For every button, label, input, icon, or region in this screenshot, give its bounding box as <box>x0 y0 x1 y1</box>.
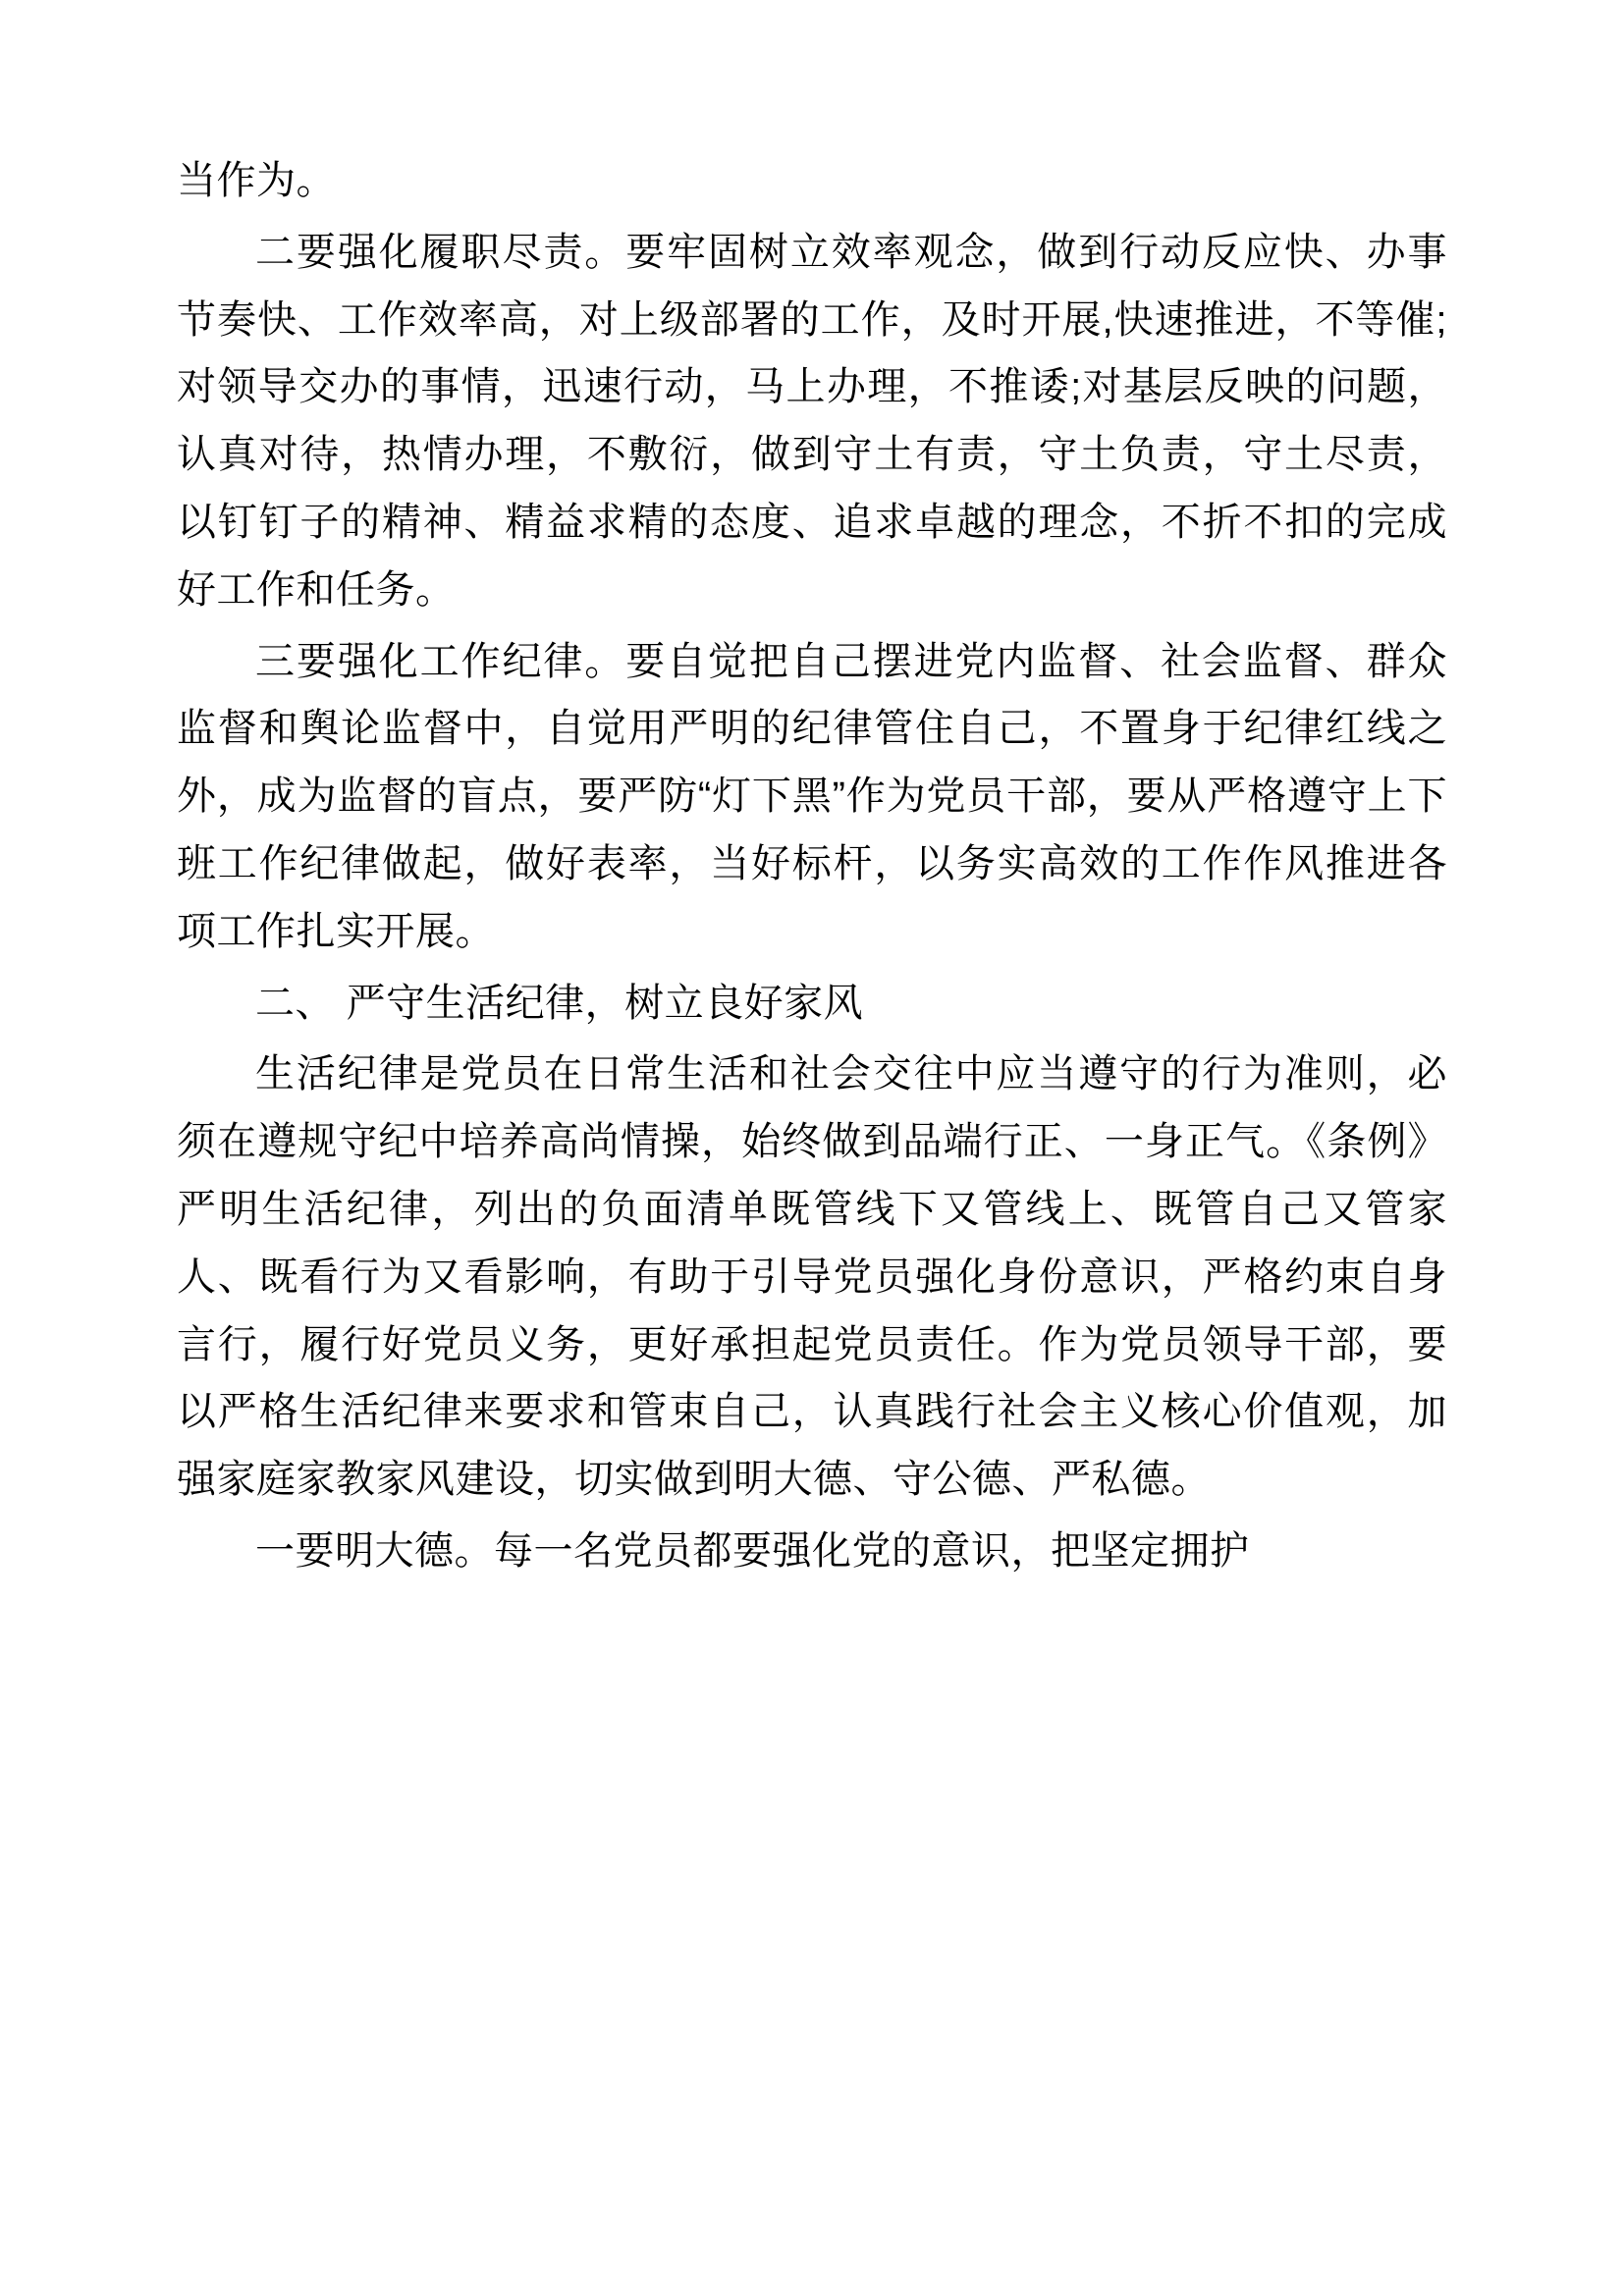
heading-section-two: 二、 严守生活纪律，树立良好家风 <box>255 981 864 1025</box>
document-text-body <box>177 147 1447 1585</box>
paragraph-strengthen-work-discipline: 三要强化工作纪律。要自觉把自己摆进党内监督、社会监督、群众监督和舆论监督中，自觉用严明的纪律管住自己，不置身于纪律红线之外，成为监督的盲点，要严防“灯下黑”作为党员干部，要从严格遵守上下班工作纪律做起，做好表率，当好标杆，以务实高效的工作作风推进各项工作扎实开展。 <box>177 639 1447 953</box>
paragraph-clarify-great-morality: 一要明大德。每一名党员都要强化党的意识，把坚定拥护 <box>255 1528 1250 1573</box>
paragraph-strengthen-duty: 二要强化履职尽责。要牢固树立效率观念，做到行动反应快、办事节奏快、工作效率高，对上级部署的工作，及时开展,快速推进，不等催;对领导交办的事情，迅速行动，马上办理，不推诿;对基层反映的问题，认真对待，热情办理，不敷衍，做到守土有责，守土负责，守土尽责，以钉钉子的精神、精益求精的态度、追求卓越的理念，不折不扣的完成好工作和任务。 <box>177 230 1447 612</box>
paragraph-life-discipline: 生活纪律是党员在日常生活和社会交往中应当遵守的行为准则，必须在遵规守纪中培养高尚情操，始终做到品端行正、一身正气。《条例》严明生活纪律，列出的负面清单既管线下又管线上、既管自己又管家人、既看行为又看影响，有助于引导党员强化身份意识，严格约束自身言行，履行好党员义务，更好承担起党员责任。作为党员领导干部，要以严格生活纪律来要求和管束自己，认真践行社会主义核心价值观，加强家庭家教家风建设，切实做到明大德、守公德、严私德。 <box>177 1052 1447 1502</box>
paragraph-continuation: 当作为。 <box>177 159 336 202</box>
